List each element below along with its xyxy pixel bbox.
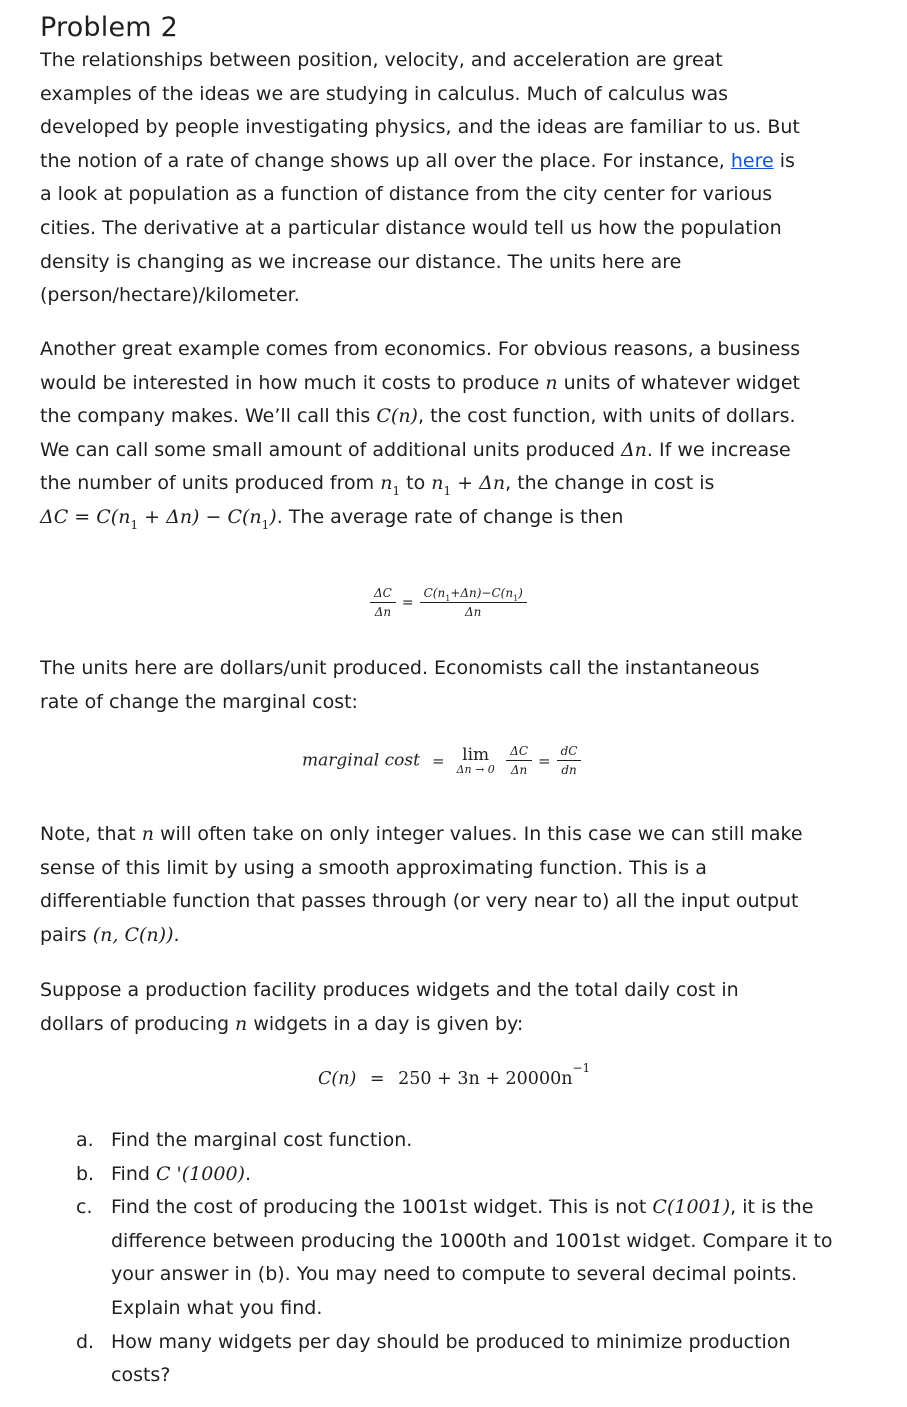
intro-paragraph: The relationships between position, velocity, and acceleration are great examples of the ideas we are studying in calculus. Much of calculus was developed by people investigating physics, and the ideas are familiar to us. But the notion of a rate of change shows up all over the place. For instance, here is a look at population as a function of distance from the city center for various cities. The derivative at a particular distance would tell us how the population density is changing as we increase our distance. The units here are (person/hectare)/kilometer. [40, 49, 800, 307]
average-rate-equation: $\frac{\Delta C}{\Delta n}$ = $\frac{C(n_1+\Delta n)-C(n_1)}{\Delta n}$ [370, 586, 527, 619]
list-item: d. How many widgets per day should be produced to minimize production costs? [76, 1330, 791, 1387]
list-item: b. Find C '(1000). [76, 1162, 251, 1185]
list-item: a. Find the marginal cost function. [76, 1129, 413, 1151]
units-paragraph: The units here are dollars/unit produced. Economists call the instantaneous rate of change the marginal cost: [40, 657, 760, 713]
economics-paragraph: Another great example comes from economics. For obvious reasons, a business would be interested in how much it costs to produce n units of whatever widget the company makes. We’ll call this C(n), the cost function, with units of dollars. We can call some small amount of additional units produced Δn. If we increase the number of units produced from $n_1$ to $n_1 + \Delta n$, the change in cost is $\Delta C = C(n_1 + \Delta n) - C(n_1)$. The average rate of change is then [40, 338, 801, 532]
list-item: c. Find the cost of producing the 1001st widget. This is not C(1001), it is the difference between producing the 1000th and 1001st widget. Compare it to your answer in (b). You may need to compute to several decimal points. Explain what you find. [76, 1196, 833, 1319]
here-link[interactable]: here [730, 149, 774, 172]
setup-paragraph: Suppose a production facility produces widgets and the total daily cost in dollars of producing n widgets in a day is given by: [40, 979, 739, 1035]
question-list [76, 1124, 876, 1393]
delta-c-expression: $\Delta C = C(n_1 + \Delta n) - C(n_1)$ [40, 505, 277, 532]
problem-title: Problem 2 [40, 12, 178, 43]
limit-operator: lim Δn → 0 [456, 745, 495, 776]
delta-c-over-delta-n: $\frac{\Delta C}{\Delta n}$ [370, 586, 396, 619]
integer-note-paragraph: Note, that n will often take on only integer values. In this case we can still make sense of this limit by using a smooth approximating function. This is a differentiable function that passes through (or very near to) all the input output pairs (n, C(n)). [40, 823, 803, 946]
marginal-cost-equation: marginal cost = lim Δn → 0 $\frac{\Delta C}{\Delta n}$ = $\frac{dC}{dn}$ [302, 744, 581, 777]
cost-function-equation: $C(n) = 250 + 3n + 20000n^{-1}$ [318, 1061, 591, 1089]
difference-quotient: $\frac{C(n_1+\Delta n)-C(n_1)}{\Delta n}$ [420, 586, 527, 619]
